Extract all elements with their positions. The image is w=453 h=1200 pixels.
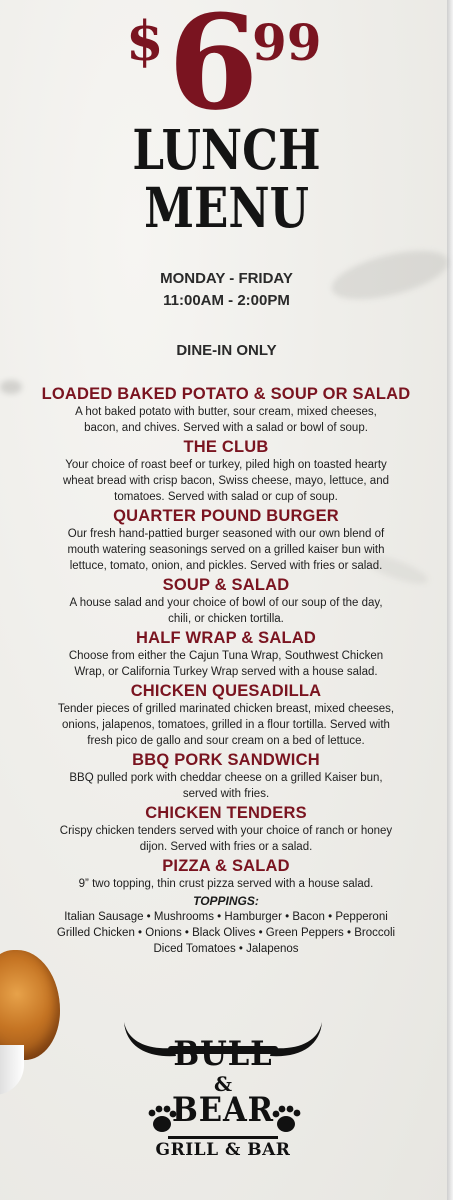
logo-bull-text: BULL bbox=[173, 1034, 273, 1074]
menu-item-name: HALF WRAP & SALAD bbox=[135, 629, 316, 647]
menu-item-name: LOADED BAKED POTATO & SOUP OR SALAD bbox=[41, 385, 411, 403]
menu-item-soup-and-salad bbox=[30, 575, 422, 627]
menu-item-name: PIZZA & SALAD bbox=[162, 857, 290, 875]
menu-item-description: Choose from either the Cajun Tuna Wrap, Southwest Chicken Wrap, or California Turkey Wrap served with a house salad. bbox=[68, 650, 384, 678]
bull-and-bear-logo bbox=[118, 1012, 328, 1182]
toppings-line: Diced Tomatoes • Jalapenos bbox=[153, 943, 299, 955]
paper-smudge bbox=[0, 380, 22, 394]
menu-item-chicken-quesadilla bbox=[30, 681, 422, 749]
menu-item-half-wrap-and-salad bbox=[30, 628, 422, 680]
logo-bear-text: BEAR bbox=[172, 1090, 274, 1130]
menu-item-description: A hot baked potato with butter, sour cream, mixed cheeses, bacon, and chives. Served with a salad or bowl of soup. bbox=[75, 406, 377, 434]
price-cents: 99 bbox=[252, 13, 322, 72]
logo-ampersand: & bbox=[213, 1072, 233, 1096]
toppings-label: TOPPINGS: bbox=[193, 894, 259, 908]
menu-item-loaded-baked-potato bbox=[30, 384, 422, 436]
title-lunch: LUNCH bbox=[132, 117, 321, 182]
price-main: 6 bbox=[168, 0, 255, 139]
schedule-days: MONDAY - FRIDAY bbox=[160, 270, 293, 287]
menu-item-pizza-and-salad bbox=[30, 856, 422, 957]
schedule-hours: 11:00AM - 2:00PM bbox=[163, 292, 290, 309]
menu-item-name: SOUP & SALAD bbox=[162, 576, 290, 594]
menu-items bbox=[30, 384, 422, 957]
menu-item-name: THE CLUB bbox=[183, 438, 269, 456]
title-menu: MENU bbox=[144, 175, 309, 240]
logo-grill-text: GRILL & BAR bbox=[155, 1140, 291, 1160]
menu-item-name: QUARTER POUND BURGER bbox=[113, 507, 339, 525]
toppings-line: Grilled Chicken • Onions • Black Olives • Green Peppers • Broccoli bbox=[56, 927, 396, 939]
menu-item-the-club bbox=[30, 437, 422, 505]
dine-in-notice: DINE-IN ONLY bbox=[176, 342, 277, 359]
menu-item-name: BBQ PORK SANDWICH bbox=[132, 751, 320, 769]
menu-item-quarter-pound-burger bbox=[30, 506, 422, 574]
menu-item-description: Tender pieces of grilled marinated chicken breast, mixed cheeses, onions, jalapenos, tomatoes, grilled in a flour tortilla. Served with fresh pico de gallo and sour cream on a bed of lettuce. bbox=[57, 703, 395, 747]
menu-item-chicken-tenders bbox=[30, 803, 422, 855]
price-heading bbox=[0, 0, 453, 139]
logo-underline bbox=[168, 1136, 278, 1139]
toppings-line: Italian Sausage • Mushrooms • Hamburger • Bacon • Pepperoni bbox=[64, 911, 388, 923]
menu-item-description: BBQ pulled pork with cheddar cheese on a grilled Kaiser bun, served with fries. bbox=[69, 772, 383, 800]
menu-item-description: A house salad and your choice of bowl of our soup of the day, chili, or chicken tortilla. bbox=[69, 597, 383, 625]
menu-item-description: Your choice of roast beef or turkey, piled high on toasted hearty wheat bread with crisp bacon, Swiss cheese, mayo, lettuce, and tomatoes. Served with salad or cup of soup. bbox=[62, 459, 389, 503]
page-edge bbox=[447, 0, 453, 1200]
menu-item-name: CHICKEN QUESADILLA bbox=[130, 682, 322, 700]
menu-item-description: Our fresh hand-pattied burger seasoned with our own blend of mouth watering seasonings served on a grilled kaiser bun with lettuce, tomato, onion, and pickles. Served with fries or salad. bbox=[67, 528, 385, 572]
menu-item-bbq-pork-sandwich bbox=[30, 750, 422, 802]
menu-item-name: CHICKEN TENDERS bbox=[145, 804, 307, 822]
menu-item-description: 9” two topping, thin crust pizza served with a house salad. bbox=[78, 878, 374, 890]
menu-item-description: Crispy chicken tenders served with your choice of ranch or honey dijon. Served with fries or a salad. bbox=[59, 825, 393, 853]
price-dollar-sign: $ bbox=[126, 9, 164, 73]
